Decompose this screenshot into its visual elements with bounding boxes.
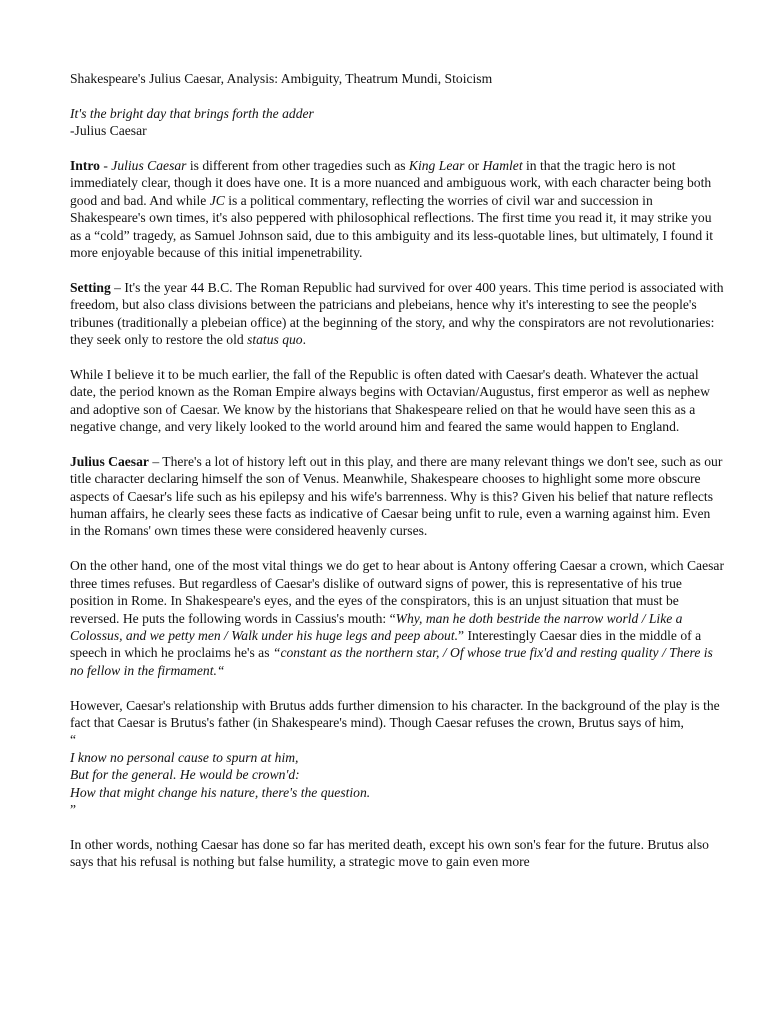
brutus-paragraph: However, Caesar's relationship with Brutus adds further dimension to his character. In the background of the play is the fact that Caesar is Brutus's father (in Shakespeare's mind). Though Caesar refuses the crown, Brutus says of him, (70, 697, 720, 730)
body-text: is different from other tragedies such as (186, 158, 409, 173)
italic-title: Hamlet (482, 158, 523, 173)
open-quote: “ (70, 732, 77, 748)
quote-line-1 (70, 731, 724, 766)
body-text: or (464, 158, 483, 173)
quote-line-2 (70, 766, 724, 783)
brutus-quote (70, 731, 724, 818)
final-paragraph: In other words, nothing Caesar has done so far has merited death, except his own son's fear for the future. Brutus also says that his refusal is nothing but false humility, a strategic move to gain even more (70, 836, 709, 870)
quote-line-3 (70, 784, 724, 819)
body-text: There's a lot of history left out in this play, and there are many relevant things we don't see, such as our title character declaring himself the son of Venus. Meanwhile, Shakespeare chooses to highlight some more obscure aspects of Caesar's life such as his epilepsy and his wife's barrenness. Why is this? Given his belief that nature reflects human affairs, he clearly sees these facts as indicative of Caesar being unfit to rule, even a warning against him. Even in the Romans' own times these were considered heavenly curses. (70, 453, 723, 539)
document-title: Shakespeare's Julius Caesar, Analysis: Ambiguity, Theatrum Mundi, Stoicism (70, 71, 493, 86)
quote-text: I know no personal cause to spurn at him, (70, 749, 299, 765)
separator: – (148, 453, 163, 469)
republic-paragraph: While I believe it to be much earlier, the fall of the Republic is often dated with Caesar's death. Whatever the actual date, the period known as the Roman Empire always begins with Octavian/Augustus, first emperor as well as nephew and adoptive son of Caesar. We know by the historians that Shakespeare relied on that he would have seen this as a negative change, and very likely looked to the world around him and feared the same would happen to England. (70, 366, 710, 435)
brutus-section (70, 697, 724, 819)
body-text: ” Interestingly Caesar dies in the middle of a speech in which he proclaims he's as (70, 627, 702, 661)
italic-title: JC (209, 192, 225, 208)
body-text: is a political commentary, reflecting the worries of civil war and succession in Shakespeare's own times, it's also peppered with philosophical reflections. The first time you read it, it may strike you as a “cold” tragedy, as Samuel Johnson said, due to this ambiguity and its less-quotable lines, but ultimately, I found it more enjoyable because of this initial impenetrability. (70, 192, 714, 261)
epigraph-attribution: -Julius Caesar (70, 123, 147, 139)
separator: - (99, 158, 112, 173)
epigraph-quote: It's the bright day that brings forth the adder (70, 105, 314, 121)
setting-label: Setting (70, 279, 111, 295)
body-text: On the other hand, one of the most vital things we do get to hear about is Antony offering Caesar a crown, which Caesar three times refuses. But regardless of Caesar's dislike of outward signs of power, this is representative of his true position in Rome. In Shakespeare's eyes, and the eyes of the conspirators, this is an unjust situation that must be reversed. He puts the following words in Cassius's mouth: “ (70, 558, 724, 626)
caesar-label: Julius Caesar (70, 453, 149, 469)
body-text: in that the tragic hero is not immediately clear, though it does have one. It is a more nuanced and ambiguous work, with each character being both good and bad. And while (70, 158, 712, 208)
crown-paragraph (70, 557, 724, 679)
italic-title: King Lear (408, 158, 465, 173)
caesar-quote: “constant as the northern star, / Of whose true fix'd and resting quality / There is no fellow in the firmament.“ (70, 645, 713, 678)
italic-phrase: status quo (247, 332, 303, 348)
body-text: It's the year 44 B.C. The Roman Republic had survived for over 400 years. This time period is associated with freedom, but also class divisions between the patricians and plebeians, hence why it's interesting to see the people's tribunes (traditionally a plebeian office) at the beginning of the story, and why the conspirators are not revolutionaries: they seek only to restore the old (70, 279, 724, 348)
body-text: . (302, 332, 306, 348)
close-quote: ” (70, 801, 77, 817)
italic-title: Julius Caesar (111, 158, 187, 173)
intro-label: Intro (70, 158, 100, 173)
quote-text: But for the general. He would be crown'd: (70, 767, 300, 783)
caesar-paragraph (70, 453, 724, 540)
setting-paragraph (70, 279, 724, 349)
epigraph (70, 105, 724, 140)
intro-paragraph (70, 157, 724, 261)
quote-text: How that might change his nature, there's the question. (70, 784, 371, 800)
separator: – (110, 279, 125, 295)
cassius-quote: Why, man he doth bestride the narrow world / Like a Colossus, and we petty men / Walk under his huge legs and peep about. (70, 610, 683, 643)
